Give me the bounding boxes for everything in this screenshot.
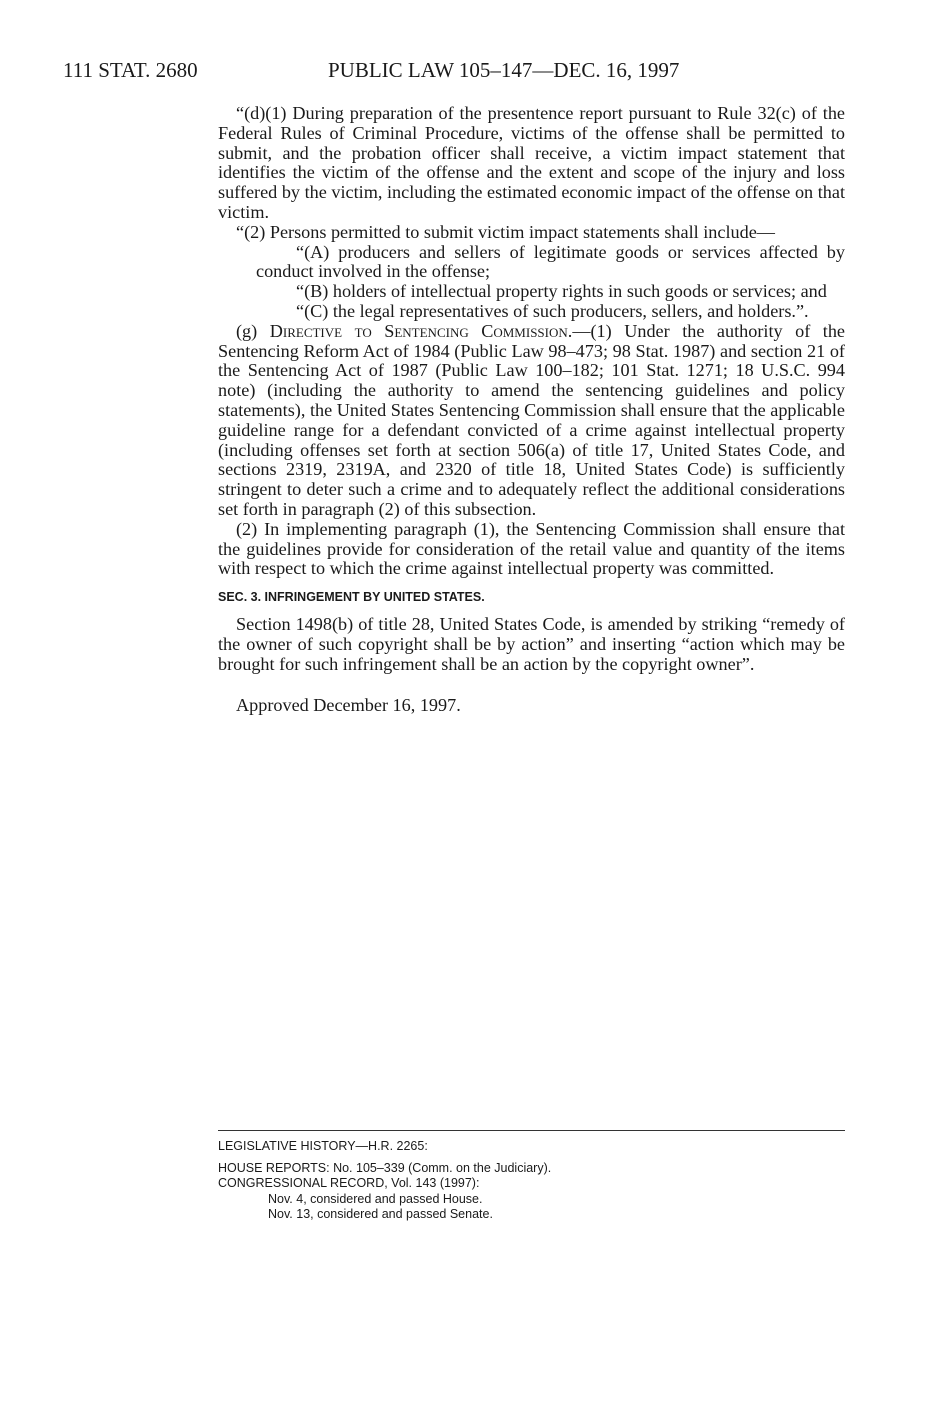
- subparagraph-b: “(B) holders of intellectual property rights in such goods or services; and: [296, 281, 827, 302]
- page-stat-citation: 111 STAT. 2680: [63, 58, 198, 82]
- legislative-history-heading: LEGISLATIVE HISTORY—H.R. 2265:: [218, 1139, 428, 1153]
- subsection-g-label: (g): [236, 320, 258, 341]
- section-3-text: Section 1498(b) of title 28, United States Code, is amended by striking “remedy of the owner of such copyright shall be by action” and inserting “action which may be brought for such infringement shall be an action by the copyright owner”.: [218, 613, 845, 674]
- law-body-text: [218, 104, 845, 716]
- legislative-history: [218, 1130, 845, 1223]
- record-entry-nov4: Nov. 4, considered and passed House.: [268, 1191, 483, 1206]
- subsection-g-paragraph-2: (2) In implementing paragraph (1), the Sentencing Commission shall ensure that the guidelines provide for consideration of the retail value and quantity of the items with respect to which the crime against intellectual property was committed.: [218, 518, 845, 579]
- subsection-g-text: —(1) Under the authority of the Sentencing Reform Act of 1984 (Public Law 98–473; 98 Stat. 1987) and section 21 of the Sentencing Act of 1987 (Public Law 100–182; 101 Stat. 1271; 18 U.S.C. 994 note) (including the authority to amend the sentencing guidelines and policy statements), the United States Sentencing Commission shall ensure that the applicable guideline range for a defendant convicted of a crime against intellectual property (including offenses set forth at section 506(a) of title 17, United States Code, and sections 2319, 2319A, and 2320 of title 18, United States Code) is sufficiently stringent to deter such a crime and to adequately reflect the additional considerations set forth in paragraph (2) of this subsection.: [218, 320, 845, 519]
- approval-date: Approved December 16, 1997.: [236, 695, 461, 716]
- paragraph-d2: “(2) Persons permitted to submit victim impact statements shall include—: [236, 221, 775, 242]
- house-reports: HOUSE REPORTS: No. 105–339 (Comm. on the Judiciary).: [218, 1160, 552, 1175]
- paragraph-d1: “(d)(1) During preparation of the presentence report pursuant to Rule 32(c) of the Federal Rules of Criminal Procedure, victims of the offense shall be permitted to submit, and the probation officer shall receive, a victim impact statement that identifies the victim of the offense and the extent and scope of the injury and loss suffered by the victim, including the estimated economic impact of the offense on that victim.: [218, 103, 845, 222]
- section-3-heading: SEC. 3. INFRINGEMENT BY UNITED STATES.: [218, 590, 485, 605]
- subparagraph-a: “(A) producers and sellers of legitimate goods or services affected by conduct involved in the offense;: [256, 241, 845, 282]
- public-law-header: PUBLIC LAW 105–147—DEC. 16, 1997: [328, 58, 680, 82]
- record-entry-nov13: Nov. 13, considered and passed Senate.: [268, 1207, 493, 1221]
- subsection-g: [218, 322, 845, 520]
- subsection-g-heading: Directive to Sentencing Commission.: [269, 320, 573, 341]
- congressional-record: CONGRESSIONAL RECORD, Vol. 143 (1997):: [218, 1176, 480, 1190]
- subparagraph-c: “(C) the legal representatives of such producers, sellers, and holders.”.: [296, 300, 809, 321]
